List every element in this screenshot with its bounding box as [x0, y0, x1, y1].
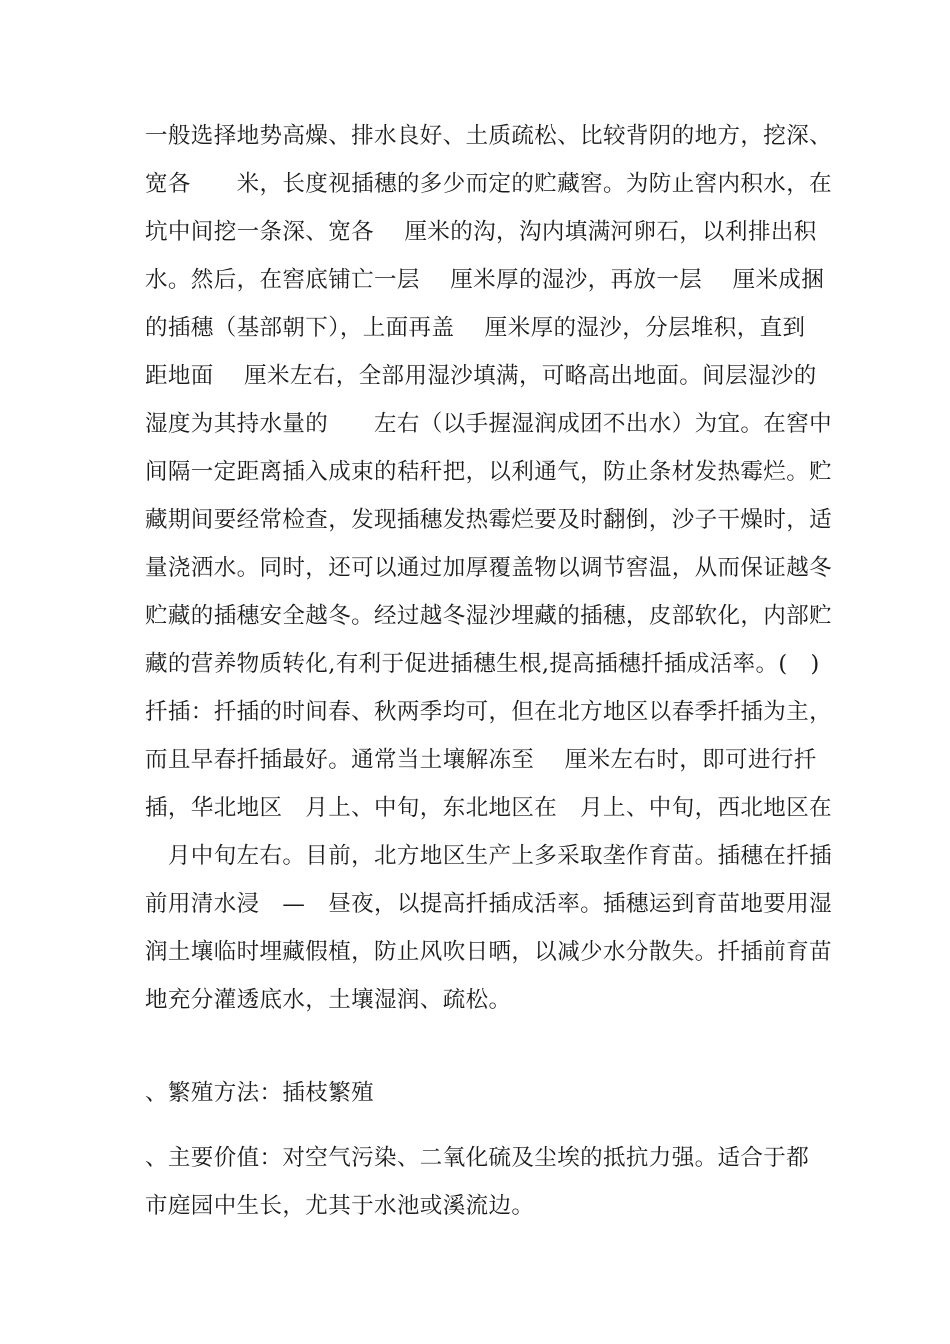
paragraph-line: 水。然后，在窖底铺亡一层 厘米厚的湿沙，再放一层 厘米成捆: [145, 267, 825, 293]
paragraph-line: 坑中间挖一条深、宽各 厘米的沟，沟内填满河卵石，以利排出积: [145, 219, 817, 245]
paragraph-line: 量浇洒水。同时，还可以通过加厚覆盖物以调节窖温，从而保证越冬: [145, 555, 833, 581]
paragraph-line: 市庭园中生长，尤其于水池或溪流边。: [145, 1193, 535, 1219]
paragraph-line: 间隔一定距离插入成束的秸秆把，以利通气，防止条材发热霉烂。贮: [145, 459, 833, 485]
paragraph-line: 湿度为其持水量的 左右（以手握湿润成团不出水）为宜。在窖中: [145, 411, 833, 437]
section-heading: 、繁殖方法：插枝繁殖: [145, 1080, 375, 1106]
paragraph-line: 而且早春扦插最好。通常当土壤解冻至 厘米左右时，即可进行扦: [145, 747, 817, 773]
paragraph-line: 的插穗（基部朝下），上面再盖 厘米厚的湿沙，分层堆积，直到: [145, 315, 806, 341]
paragraph-line: 距地面 厘米左右，全部用湿沙填满，可略高出地面。间层湿沙的: [145, 363, 817, 389]
paragraph-line: 润土壤临时埋藏假植，防止风吹日晒，以减少水分散失。扦插前育苗: [145, 939, 833, 965]
paragraph-line: 贮藏的插穗安全越冬。经过越冬湿沙埋藏的插穗，皮部软化，内部贮: [145, 603, 833, 629]
paragraph-line: 扦插：扦插的时间春、秋两季均可，但在北方地区以春季扦插为主，: [145, 699, 833, 725]
paragraph-line: 藏期间要经常检查，发现插穗发热霉烂要及时翻倒，沙子干燥时，适: [145, 507, 833, 533]
paragraph-line: 月中旬左右。目前，北方地区生产上多采取垄作育苗。插穗在扦插: [145, 843, 833, 869]
paragraph-line: 藏的营养物质转化,有利于促进插穗生根,提高插穗扦插成活率。( ): [145, 651, 820, 677]
propagation-method-section: [145, 1069, 810, 1117]
main-paragraph: [145, 112, 833, 1024]
paragraph-line: 前用清水浸 — 昼夜，以提高扦插成活率。插穗运到育苗地要用湿: [145, 891, 833, 917]
paragraph-line: 、主要价值：对空气污染、二氧化硫及尘埃的抵抗力强。适合于都: [145, 1145, 810, 1171]
paragraph-line: 插，华北地区 月上、中旬，东北地区在 月上、中旬，西北地区在: [145, 795, 833, 821]
paragraph-line: 宽各 米，长度视插穗的多少而定的贮藏窖。为防止窖内积水，在: [145, 171, 833, 197]
main-value-section: [145, 1134, 810, 1230]
paragraph-line: 地充分灌透底水，土壤湿润、疏松。: [145, 987, 512, 1013]
paragraph-line: 一般选择地势高燥、排水良好、土质疏松、比较背阴的地方，挖深、: [145, 123, 833, 149]
